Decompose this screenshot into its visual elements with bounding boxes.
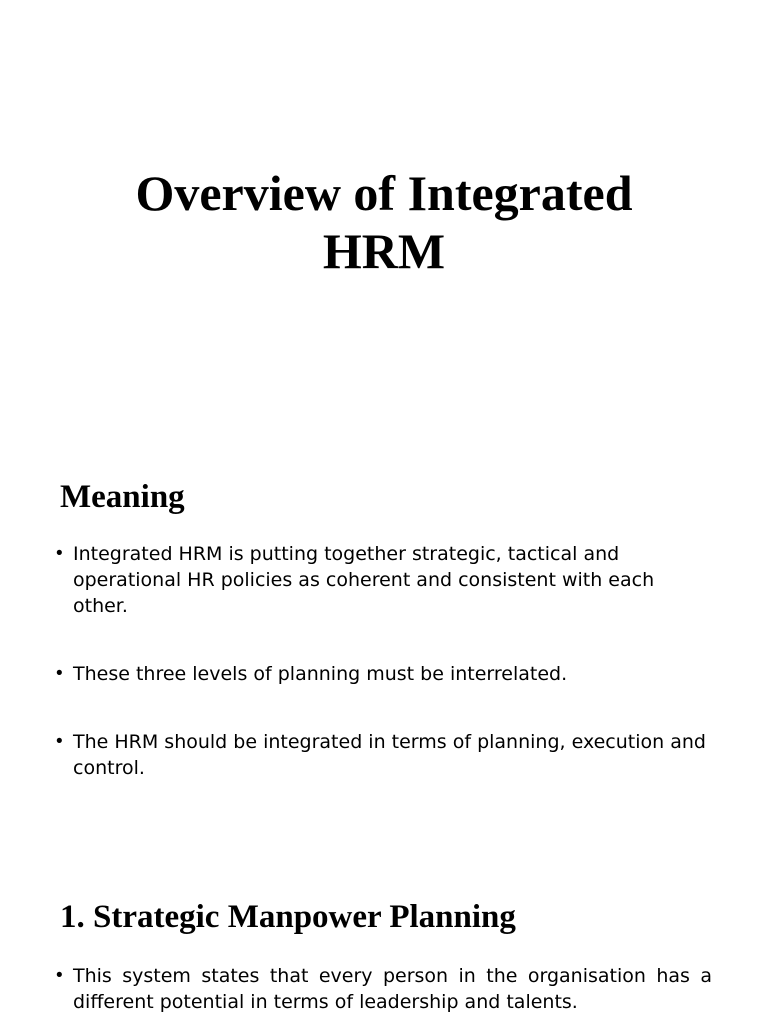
bullet-text-line-1: This system states that every person in the organisation has a — [73, 965, 712, 987]
list-item — [56, 729, 712, 781]
bullet-text: These three levels of planning must be interrelated. — [73, 663, 568, 685]
section-heading-strategic-manpower-planning: 1. Strategic Manpower Planning — [60, 899, 516, 935]
page-title-line-1: Overview of Integrated — [135, 165, 633, 221]
page-title — [40, 164, 728, 280]
page-title-line-2: HRM — [322, 223, 446, 279]
bullet-icon: • — [56, 663, 63, 684]
bullet-icon: • — [56, 965, 63, 986]
section1-bullet-list — [56, 963, 712, 1015]
bullet-text: The HRM should be integrated in terms of planning, execution and control. — [73, 731, 706, 779]
bullet-icon: • — [56, 543, 63, 564]
list-item — [56, 541, 712, 619]
bullet-icon: • — [56, 731, 63, 752]
meaning-bullet-list — [56, 541, 712, 781]
meaning-heading: Meaning — [60, 479, 185, 515]
list-item — [56, 963, 712, 1015]
bullet-text-line-2: different potential in terms of leadership and talents. — [73, 991, 578, 1013]
list-item — [56, 661, 712, 687]
bullet-text: Integrated HRM is putting together strategic, tactical and operational HR policies as coherent and consistent with each other. — [73, 543, 655, 617]
